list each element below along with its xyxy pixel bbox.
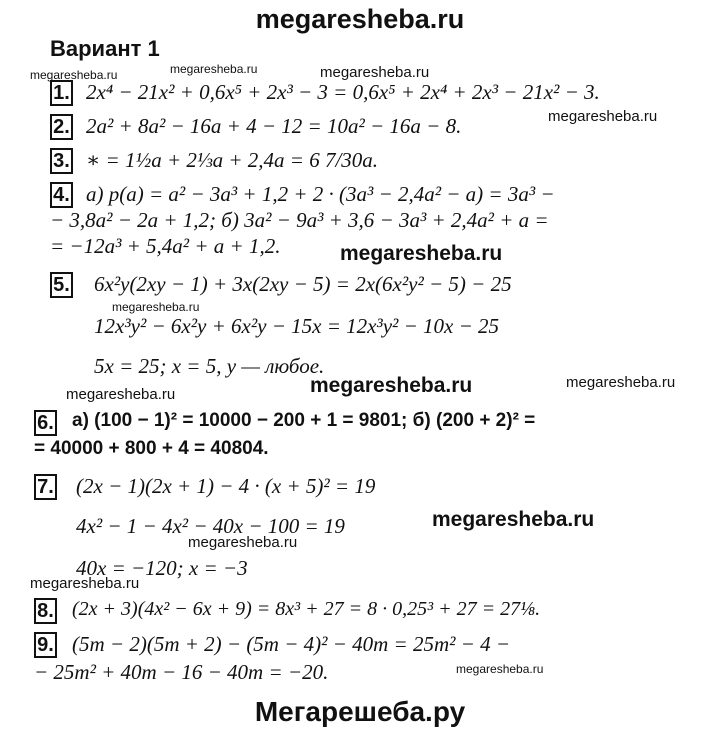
watermark: megaresheba.ru — [456, 662, 544, 676]
problem-number: 3. — [50, 148, 73, 174]
problem-number: 5. — [50, 272, 73, 298]
problem-number: 9. — [34, 632, 57, 658]
watermark: megaresheba.ru — [548, 108, 658, 125]
watermark: megaresheba.ru — [310, 374, 473, 397]
problem-line: 12x³y² − 6x²y + 6x²y − 15x = 12x³y² − 10x − 25 — [94, 314, 500, 338]
watermark: megaresheba.ru — [30, 575, 140, 592]
problem-number: 4. — [50, 182, 73, 208]
problem-line: а) p(a) = a² − 3a³ + 1,2 + 2 · (3a³ − 2,4a² − a) = 3a³ − — [86, 182, 555, 206]
watermark: megaresheba.ru — [340, 242, 503, 265]
watermark: megaresheba.ru — [30, 68, 118, 82]
problem-number: 7. — [34, 474, 57, 500]
problem-number: 2. — [50, 114, 73, 140]
watermark: megaresheba.ru — [566, 374, 676, 391]
watermark: megaresheba.ru — [188, 534, 298, 551]
problem-line: 2a² + 8a² − 16a + 4 − 12 = 10a² − 16a − 8. — [86, 114, 462, 138]
problem-number: 6. — [34, 410, 57, 436]
site-footer: Мегарешеба.ру — [254, 696, 466, 727]
watermark: megaresheba.ru — [432, 508, 595, 531]
problem-line: ∗ = 1½a + 2⅓a + 2,4a = 6 7/30a. — [86, 148, 379, 172]
problem-line: 40x = −120; x = −3 — [76, 556, 248, 580]
problem-line: = 40000 + 800 + 4 = 40804. — [34, 438, 269, 459]
problem-line: − 25m² + 40m − 16 − 40m = −20. — [34, 660, 329, 684]
problem-line: − 3,8a² − 2a + 1,2; б) 3a² − 9a³ + 3,6 − 3a³ + 2,4a² + a = — [50, 208, 549, 232]
problem-line: 5x = 25; x = 5, y — любое. — [94, 354, 325, 378]
watermark: megaresheba.ru — [112, 300, 200, 314]
watermark: megaresheba.ru — [170, 62, 258, 76]
site-header: megaresheba.ru — [255, 4, 465, 34]
problem-line: 4x² − 1 − 4x² − 40x − 100 = 19 — [76, 514, 345, 538]
problem-line: (5m − 2)(5m + 2) − (5m − 4)² − 40m = 25m² − 4 − — [72, 632, 510, 656]
problem-line: (2x + 3)(4x² − 6x + 9) = 8x³ + 27 = 8 · 0,25³ + 27 = 27⅛. — [72, 598, 541, 620]
problem-line: а) (100 − 1)² = 10000 − 200 + 1 = 9801; б) (200 + 2)² = — [72, 410, 536, 431]
problem-line: 6x²y(2xy − 1) + 3x(2xy − 5) = 2x(6x²y² − 5) − 25 — [94, 272, 512, 296]
problem-number: 8. — [34, 598, 57, 624]
problem-line: 2x⁴ − 21x² + 0,6x⁵ + 2x³ − 3 = 0,6x⁵ + 2x⁴ + 2x³ − 21x² − 3. — [86, 80, 600, 104]
problem-line: = −12a³ + 5,4a² + a + 1,2. — [50, 234, 281, 258]
variant-title: Вариант 1 — [50, 36, 160, 61]
problem-number: 1. — [50, 80, 73, 106]
watermark: megaresheba.ru — [66, 386, 176, 403]
problem-line: (2x − 1)(2x + 1) − 4 · (x + 5)² = 19 — [76, 474, 376, 498]
watermark: megaresheba.ru — [320, 64, 430, 81]
